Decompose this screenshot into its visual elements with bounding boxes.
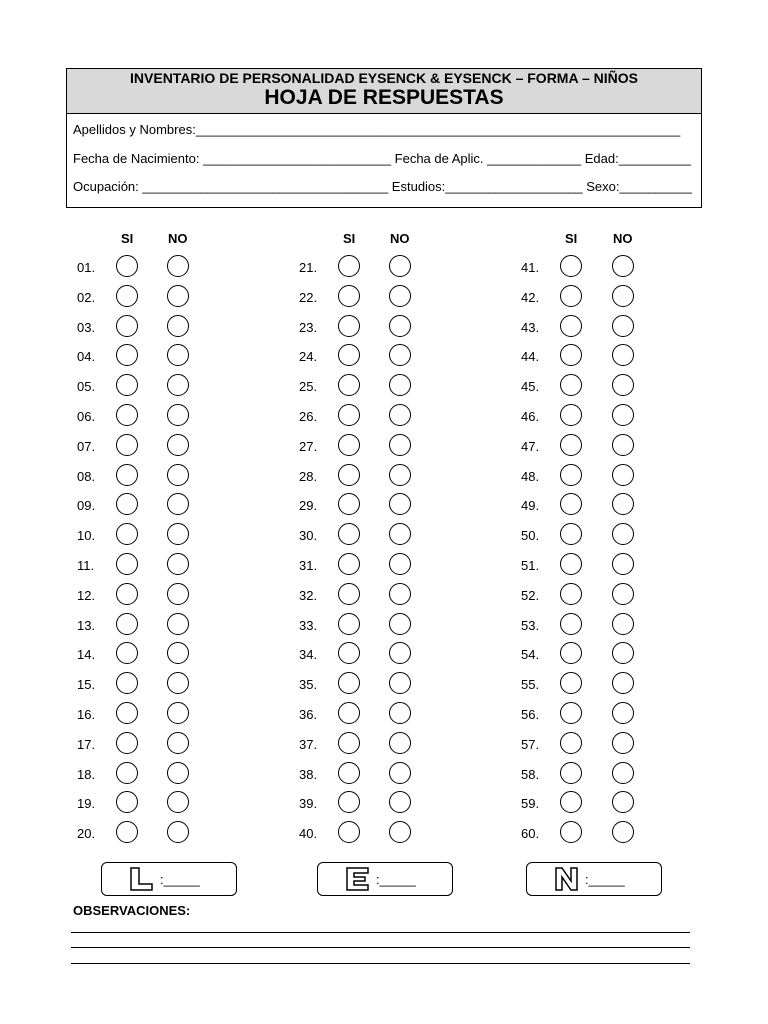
answer-bubble-no[interactable] — [612, 464, 634, 486]
answer-bubble-si[interactable] — [116, 344, 138, 366]
question-number: 52. — [521, 587, 540, 603]
question-number: 26. — [299, 409, 318, 424]
answer-bubble-no[interactable] — [167, 732, 189, 754]
answer-bubble-no[interactable] — [389, 583, 411, 605]
answer-bubble-si[interactable] — [116, 523, 138, 545]
answer-bubble-si[interactable] — [560, 702, 582, 724]
answer-bubble-si[interactable] — [560, 642, 582, 664]
answer-bubble-si[interactable] — [338, 464, 360, 486]
question-number: 42. — [521, 289, 540, 305]
question-number: 04. — [77, 349, 96, 365]
question-number: 21. — [299, 260, 318, 275]
question-number: 34. — [299, 647, 318, 663]
question-number: 46. — [521, 409, 540, 424]
answer-bubble-si[interactable] — [116, 374, 138, 396]
answer-bubble-no[interactable] — [389, 404, 411, 426]
column-header-no: NO — [613, 231, 633, 246]
answer-bubble-no[interactable] — [167, 315, 189, 337]
answer-bubble-si[interactable] — [338, 762, 360, 784]
answer-bubble-no[interactable] — [167, 523, 189, 545]
score-letter-n — [553, 865, 581, 893]
question-number: 22. — [299, 289, 318, 305]
form-title: INVENTARIO DE PERSONALIDAD EYSENCK & EYSENCK – FORMA – NIÑOS — [130, 70, 638, 86]
question-number: 55. — [521, 677, 540, 693]
question-number: 33. — [299, 617, 318, 633]
question-number: 58. — [521, 766, 540, 782]
answer-bubble-si[interactable] — [560, 374, 582, 396]
answer-bubble-si[interactable] — [560, 523, 582, 545]
question-number: 07. — [77, 438, 96, 454]
header-box — [66, 68, 702, 208]
answer-bubble-si[interactable] — [338, 672, 360, 694]
score-box-n — [526, 862, 662, 896]
answer-bubble-no[interactable] — [612, 255, 634, 277]
observaciones-line[interactable] — [71, 963, 690, 964]
answer-bubble-no[interactable] — [612, 374, 634, 396]
answer-bubble-no[interactable] — [389, 315, 411, 337]
answer-bubble-no[interactable] — [167, 642, 189, 664]
answer-bubble-no[interactable] — [389, 464, 411, 486]
answer-bubble-no[interactable] — [612, 732, 634, 754]
answer-bubble-no[interactable] — [389, 791, 411, 813]
answer-bubble-no[interactable] — [389, 732, 411, 754]
answer-bubble-si[interactable] — [338, 493, 360, 515]
question-number: 49. — [521, 498, 540, 514]
question-number: 14. — [77, 647, 96, 663]
answer-bubble-si[interactable] — [116, 315, 138, 337]
question-number: 28. — [299, 468, 318, 484]
answer-bubble-si[interactable] — [560, 672, 582, 694]
answer-bubble-si[interactable] — [338, 821, 360, 843]
question-number: 47. — [521, 438, 540, 454]
answer-bubble-si[interactable] — [560, 404, 582, 426]
question-number: 11. — [77, 558, 95, 573]
answer-bubble-si[interactable] — [116, 702, 138, 724]
answer-bubble-no[interactable] — [167, 583, 189, 605]
answer-bubble-si[interactable] — [560, 732, 582, 754]
score-field-e[interactable]: :_____ — [376, 872, 416, 887]
answer-bubble-si[interactable] — [338, 434, 360, 456]
question-number: 53. — [521, 617, 540, 633]
question-number: 44. — [521, 349, 540, 365]
question-number: 08. — [77, 468, 96, 484]
answer-bubble-si[interactable] — [560, 791, 582, 813]
score-field-l[interactable]: :_____ — [160, 872, 200, 887]
answer-bubble-no[interactable] — [612, 762, 634, 784]
answer-bubble-si[interactable] — [560, 285, 582, 307]
answer-bubble-no[interactable] — [167, 672, 189, 694]
column-header-no: NO — [390, 231, 410, 246]
question-number: 35. — [299, 677, 318, 693]
answer-bubble-si[interactable] — [116, 404, 138, 426]
answer-bubble-si[interactable] — [338, 642, 360, 664]
question-number: 36. — [299, 707, 318, 722]
column-header-no: NO — [168, 231, 188, 246]
question-number: 50. — [521, 528, 540, 544]
score-letter-e — [344, 865, 372, 893]
score-letter-l — [128, 865, 156, 893]
observaciones-label: OBSERVACIONES: — [73, 903, 191, 918]
question-number: 29. — [299, 498, 318, 514]
answer-bubble-no[interactable] — [612, 404, 634, 426]
answer-bubble-no[interactable] — [612, 583, 634, 605]
answer-bubble-no[interactable] — [167, 434, 189, 456]
question-number: 25. — [299, 379, 318, 395]
question-number: 40. — [299, 826, 318, 842]
question-number: 30. — [299, 528, 318, 544]
answer-bubble-no[interactable] — [389, 613, 411, 635]
answer-bubble-no[interactable] — [612, 613, 634, 635]
answer-bubble-si[interactable] — [338, 523, 360, 545]
column-header-si: SI — [343, 231, 356, 246]
answer-bubble-no[interactable] — [389, 434, 411, 456]
answer-bubble-si[interactable] — [116, 791, 138, 813]
answer-bubble-si[interactable] — [338, 553, 360, 575]
answer-bubble-no[interactable] — [389, 762, 411, 784]
sheet-title: HOJA DE RESPUESTAS — [264, 86, 504, 109]
answer-bubble-si[interactable] — [560, 553, 582, 575]
question-number: 31. — [299, 558, 318, 573]
answer-bubble-no[interactable] — [612, 434, 634, 456]
question-number: 17. — [77, 736, 96, 752]
answer-bubble-si[interactable] — [116, 821, 138, 843]
answer-bubble-si[interactable] — [116, 672, 138, 694]
answer-bubble-no[interactable] — [167, 613, 189, 635]
answer-bubble-no[interactable] — [389, 553, 411, 575]
answer-bubble-si[interactable] — [560, 315, 582, 337]
answer-bubble-si[interactable] — [338, 285, 360, 307]
question-number: 59. — [521, 796, 540, 812]
answer-bubble-si[interactable] — [560, 821, 582, 843]
question-number: 13. — [77, 617, 96, 633]
observaciones-line[interactable] — [71, 947, 690, 948]
title-band — [67, 69, 701, 114]
answer-bubble-si[interactable] — [116, 493, 138, 515]
answer-bubble-si[interactable] — [338, 374, 360, 396]
answer-bubble-no[interactable] — [167, 255, 189, 277]
answer-bubble-no[interactable] — [389, 821, 411, 843]
observaciones-line[interactable] — [71, 932, 690, 933]
answer-bubble-no[interactable] — [167, 344, 189, 366]
answer-bubble-si[interactable] — [116, 732, 138, 754]
question-number: 43. — [521, 319, 540, 335]
answer-bubble-no[interactable] — [389, 702, 411, 724]
answer-bubble-si[interactable] — [116, 553, 138, 575]
answer-bubble-si[interactable] — [338, 732, 360, 754]
question-number: 60. — [521, 826, 540, 842]
answer-bubble-si[interactable] — [116, 255, 138, 277]
answer-bubble-no[interactable] — [167, 762, 189, 784]
answer-bubble-no[interactable] — [389, 344, 411, 366]
answer-bubble-no[interactable] — [167, 821, 189, 843]
question-number: 48. — [521, 468, 540, 484]
answer-bubble-si[interactable] — [116, 285, 138, 307]
question-number: 37. — [299, 736, 318, 752]
answer-bubble-si[interactable] — [116, 642, 138, 664]
score-box-e — [317, 862, 453, 896]
answer-bubble-no[interactable] — [167, 464, 189, 486]
answer-bubble-si[interactable] — [560, 464, 582, 486]
question-number: 02. — [77, 289, 96, 305]
answer-bubble-si[interactable] — [560, 255, 582, 277]
question-number: 05. — [77, 379, 96, 395]
answer-bubble-no[interactable] — [389, 523, 411, 545]
answer-bubble-si[interactable] — [560, 762, 582, 784]
answer-bubble-no[interactable] — [612, 523, 634, 545]
question-number: 03. — [77, 319, 96, 335]
answer-bubble-si[interactable] — [338, 791, 360, 813]
question-number: 32. — [299, 587, 318, 603]
answer-bubble-no[interactable] — [612, 791, 634, 813]
answer-bubble-si[interactable] — [116, 762, 138, 784]
answer-bubble-no[interactable] — [612, 672, 634, 694]
field-apellidos-nombres[interactable]: Apellidos y Nombres:___________________________________________________________________ — [73, 122, 681, 137]
answer-bubble-no[interactable] — [389, 672, 411, 694]
field-fecha-edad[interactable]: Fecha de Nacimiento: __________________________ Fecha de Aplic. _____________ Edad:__________ — [73, 151, 692, 166]
question-number: 56. — [521, 707, 540, 722]
question-number: 16. — [77, 707, 96, 722]
answer-bubble-si[interactable] — [338, 404, 360, 426]
answer-bubble-no[interactable] — [612, 315, 634, 337]
question-number: 23. — [299, 319, 318, 335]
answer-bubble-no[interactable] — [167, 702, 189, 724]
column-header-si: SI — [121, 231, 134, 246]
answer-bubble-no[interactable] — [389, 374, 411, 396]
question-number: 15. — [77, 677, 96, 693]
question-number: 38. — [299, 766, 318, 782]
answer-bubble-no[interactable] — [612, 553, 634, 575]
question-number: 24. — [299, 349, 318, 365]
question-number: 19. — [77, 796, 96, 812]
answer-bubble-si[interactable] — [560, 493, 582, 515]
score-field-n[interactable]: :_____ — [585, 872, 625, 887]
answer-bubble-no[interactable] — [167, 791, 189, 813]
question-number: 27. — [299, 438, 318, 454]
answer-bubble-si[interactable] — [560, 344, 582, 366]
question-number: 09. — [77, 498, 96, 514]
answer-bubble-no[interactable] — [612, 821, 634, 843]
answer-bubble-no[interactable] — [167, 553, 189, 575]
answer-bubble-no[interactable] — [167, 374, 189, 396]
answer-bubble-no[interactable] — [612, 702, 634, 724]
answer-bubble-no[interactable] — [612, 344, 634, 366]
answer-bubble-no[interactable] — [167, 285, 189, 307]
column-header-si: SI — [565, 231, 578, 246]
answer-bubble-si[interactable] — [560, 434, 582, 456]
answer-bubble-si[interactable] — [338, 583, 360, 605]
answer-bubble-no[interactable] — [612, 642, 634, 664]
question-number: 12. — [77, 587, 96, 603]
question-number: 57. — [521, 736, 540, 752]
answer-bubble-si[interactable] — [560, 583, 582, 605]
answer-bubble-no[interactable] — [612, 285, 634, 307]
answer-bubble-si[interactable] — [338, 344, 360, 366]
answer-bubble-si[interactable] — [116, 464, 138, 486]
answer-bubble-no[interactable] — [389, 642, 411, 664]
question-number: 10. — [77, 528, 96, 544]
answer-bubble-no[interactable] — [389, 285, 411, 307]
answer-bubble-si[interactable] — [116, 613, 138, 635]
answer-bubble-no[interactable] — [389, 255, 411, 277]
answer-bubble-no[interactable] — [167, 404, 189, 426]
answer-bubble-si[interactable] — [338, 702, 360, 724]
answer-bubble-si[interactable] — [560, 613, 582, 635]
question-number: 39. — [299, 796, 318, 812]
score-box-l — [101, 862, 237, 896]
answer-bubble-si[interactable] — [338, 613, 360, 635]
answer-bubble-si[interactable] — [116, 434, 138, 456]
answer-bubble-si[interactable] — [338, 315, 360, 337]
question-number: 20. — [77, 826, 96, 842]
answer-bubble-si[interactable] — [116, 583, 138, 605]
question-number: 18. — [77, 766, 96, 782]
question-number: 01. — [77, 260, 96, 275]
question-number: 45. — [521, 379, 540, 395]
question-number: 51. — [521, 558, 540, 573]
field-ocupacion-estudios-sexo[interactable]: Ocupación: __________________________________ Estudios:___________________ Sexo:__________ — [73, 179, 692, 194]
answer-bubble-si[interactable] — [338, 255, 360, 277]
answer-bubble-no[interactable] — [167, 493, 189, 515]
question-number: 54. — [521, 647, 540, 663]
question-number: 41. — [521, 260, 540, 275]
question-number: 06. — [77, 409, 96, 424]
answer-bubble-no[interactable] — [389, 493, 411, 515]
answer-bubble-no[interactable] — [612, 493, 634, 515]
